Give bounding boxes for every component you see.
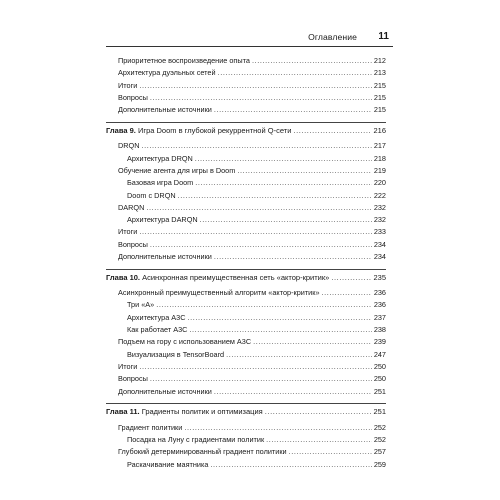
toc-entry[interactable] (106, 202, 386, 214)
chapter-title (106, 406, 263, 418)
chapter-separator (106, 122, 386, 123)
entry-title: Посадка на Луну с градиентами политик (127, 434, 265, 444)
entry-page-number: 247 (373, 349, 386, 359)
entry-title: DRQN (118, 141, 140, 151)
toc-entry[interactable] (106, 422, 386, 434)
chapter-number: Глава 11. (106, 407, 140, 417)
entry-page-number: 252 (373, 422, 386, 432)
toc-entry[interactable] (106, 140, 386, 152)
toc-entry[interactable] (106, 165, 386, 177)
entry-page-number: 250 (373, 361, 386, 371)
dot-leader (218, 67, 372, 79)
entry-title: Визуализация в TensorBoard (127, 349, 225, 359)
entry-page-number: 222 (373, 190, 386, 200)
dot-leader (150, 239, 372, 251)
entry-title: Подъем на гору с использованием A3C (118, 337, 252, 347)
entry-page-number: 215 (373, 92, 386, 102)
entry-page-number: 235 (373, 272, 386, 282)
entry-page-number: 252 (373, 434, 386, 444)
dot-leader (178, 190, 372, 202)
entry-title: Вопросы (118, 374, 148, 384)
entry-title: Дополнительные источники (118, 252, 212, 261)
chapter-number: Глава 9. (106, 126, 136, 135)
running-header (106, 31, 393, 45)
entry-title: Градиент политики (118, 422, 183, 432)
toc-entry[interactable] (106, 177, 386, 189)
chapter-name: Асинхронная преимущественная сеть «актор-критик» (142, 272, 330, 282)
toc-entry[interactable] (106, 67, 386, 79)
dot-leader (189, 324, 371, 336)
entry-title: Архитектура A3C (127, 312, 186, 322)
toc-entry[interactable] (106, 361, 386, 373)
dot-leader (139, 361, 372, 373)
dot-leader (195, 153, 372, 165)
dot-leader (252, 55, 372, 67)
chapter-name: Градиенты политик и оптимизация (141, 407, 263, 417)
toc-entry[interactable] (106, 459, 386, 471)
entry-title: Архитектура дуэльных сетей (118, 68, 216, 78)
toc-entry[interactable] (106, 312, 386, 324)
entry-title: Базовая игра Doom (127, 178, 194, 188)
entry-page-number: 257 (373, 447, 386, 457)
entry-title: Раскачивание маятника (127, 459, 209, 469)
dot-leader (139, 80, 372, 92)
toc-entry[interactable] (106, 386, 386, 398)
entry-title: DARQN (118, 202, 145, 212)
entry-title: Приоритетное воспроизведение опыта (118, 56, 250, 65)
entry-page-number: 259 (373, 459, 386, 469)
entry-page-number: 237 (373, 312, 386, 322)
toc-entry[interactable] (106, 299, 386, 311)
toc-entry[interactable] (106, 55, 386, 67)
entry-title: Как работает A3C (127, 325, 188, 334)
toc-entry[interactable] (106, 251, 386, 263)
entry-title: Архитектура DRQN (127, 153, 193, 163)
entry-page-number: 232 (373, 215, 386, 225)
dot-leader (200, 214, 372, 226)
entry-page-number: 217 (373, 141, 386, 151)
dot-leader (293, 125, 371, 137)
dot-leader (150, 92, 372, 104)
toc-entry[interactable] (106, 190, 386, 202)
entry-page-number: 236 (373, 288, 386, 298)
entry-page-number: 251 (373, 386, 386, 396)
dot-leader (188, 312, 372, 324)
header-rule (106, 46, 393, 47)
entry-title: Дополнительные источники (118, 105, 212, 115)
dot-leader (214, 104, 372, 116)
entry-page-number: 215 (373, 105, 386, 115)
entry-page-number: 251 (373, 407, 386, 417)
entry-page-number: 216 (373, 126, 386, 135)
dot-leader (146, 202, 371, 214)
header-title: Оглавление (308, 32, 357, 42)
dot-leader (265, 406, 372, 418)
dot-leader (214, 386, 372, 398)
dot-leader (142, 140, 372, 152)
entry-page-number: 239 (373, 337, 386, 347)
entry-title: Вопросы (118, 92, 148, 102)
entry-page-number: 215 (373, 80, 386, 90)
entry-title: Три «А» (127, 300, 155, 310)
chapter-name: Игра Doom в глубокой рекуррентной Q-сети (137, 126, 292, 135)
dot-leader (226, 349, 372, 361)
toc-entry[interactable] (106, 336, 386, 348)
entry-title: Обучение агента для игры в Doom (118, 165, 236, 175)
entry-page-number: 213 (373, 68, 386, 78)
entry-title: Вопросы (118, 239, 148, 249)
chapter-title (106, 125, 291, 137)
toc-entry[interactable] (106, 153, 386, 165)
toc-entry[interactable] (106, 104, 386, 116)
toc-chapter[interactable] (106, 406, 386, 418)
entry-page-number: 238 (373, 325, 386, 334)
entry-page-number: 250 (373, 374, 386, 384)
entry-title: Итоги (118, 227, 138, 237)
entry-title: Итоги (118, 80, 138, 90)
page-number: 11 (378, 31, 389, 42)
dot-leader (210, 459, 371, 471)
entry-title: Глубокий детерминированный градиент политики (118, 447, 287, 457)
entry-page-number: 236 (373, 300, 386, 310)
dot-leader (237, 165, 371, 177)
dot-leader (322, 287, 372, 299)
dot-leader (266, 434, 372, 446)
chapter-title (106, 272, 329, 284)
toc-entry[interactable] (106, 349, 386, 361)
entry-title: Архитектура DARQN (127, 215, 198, 225)
entry-page-number: 233 (373, 227, 386, 237)
entry-page-number: 218 (373, 153, 386, 163)
toc-entry[interactable] (106, 214, 386, 226)
toc-chapter[interactable] (106, 272, 386, 284)
entry-page-number: 212 (373, 56, 386, 65)
dot-leader (150, 373, 372, 385)
toc-entry[interactable] (106, 287, 386, 299)
toc-chapter[interactable] (106, 125, 386, 137)
dot-leader (156, 299, 372, 311)
entry-title: Итоги (118, 361, 138, 371)
dot-leader (331, 272, 371, 284)
dot-leader (214, 251, 372, 263)
dot-leader (195, 177, 372, 189)
toc-entry[interactable] (106, 373, 386, 385)
entry-page-number: 234 (373, 252, 386, 261)
entry-page-number: 234 (373, 239, 386, 249)
entry-title: Дополнительные источники (118, 386, 212, 396)
toc-entry[interactable] (106, 226, 386, 238)
dot-leader (289, 446, 372, 458)
entry-title: Doom с DRQN (127, 190, 176, 200)
entry-page-number: 219 (373, 165, 386, 175)
chapter-separator (106, 269, 386, 270)
entry-page-number: 220 (373, 178, 386, 188)
chapter-number: Глава 10. (106, 272, 141, 282)
toc-entry[interactable] (106, 80, 386, 92)
dot-leader (253, 336, 372, 348)
entry-page-number: 232 (373, 202, 386, 212)
toc-entry[interactable] (106, 239, 386, 251)
toc-entry[interactable] (106, 92, 386, 104)
toc-entry[interactable] (106, 324, 386, 336)
entry-title: Асинхронный преимущественный алгоритм «актор-критик» (118, 288, 320, 298)
toc-entry[interactable] (106, 434, 386, 446)
toc-entry[interactable] (106, 446, 386, 458)
chapter-separator (106, 403, 386, 404)
dot-leader (139, 226, 372, 238)
dot-leader (184, 422, 371, 434)
